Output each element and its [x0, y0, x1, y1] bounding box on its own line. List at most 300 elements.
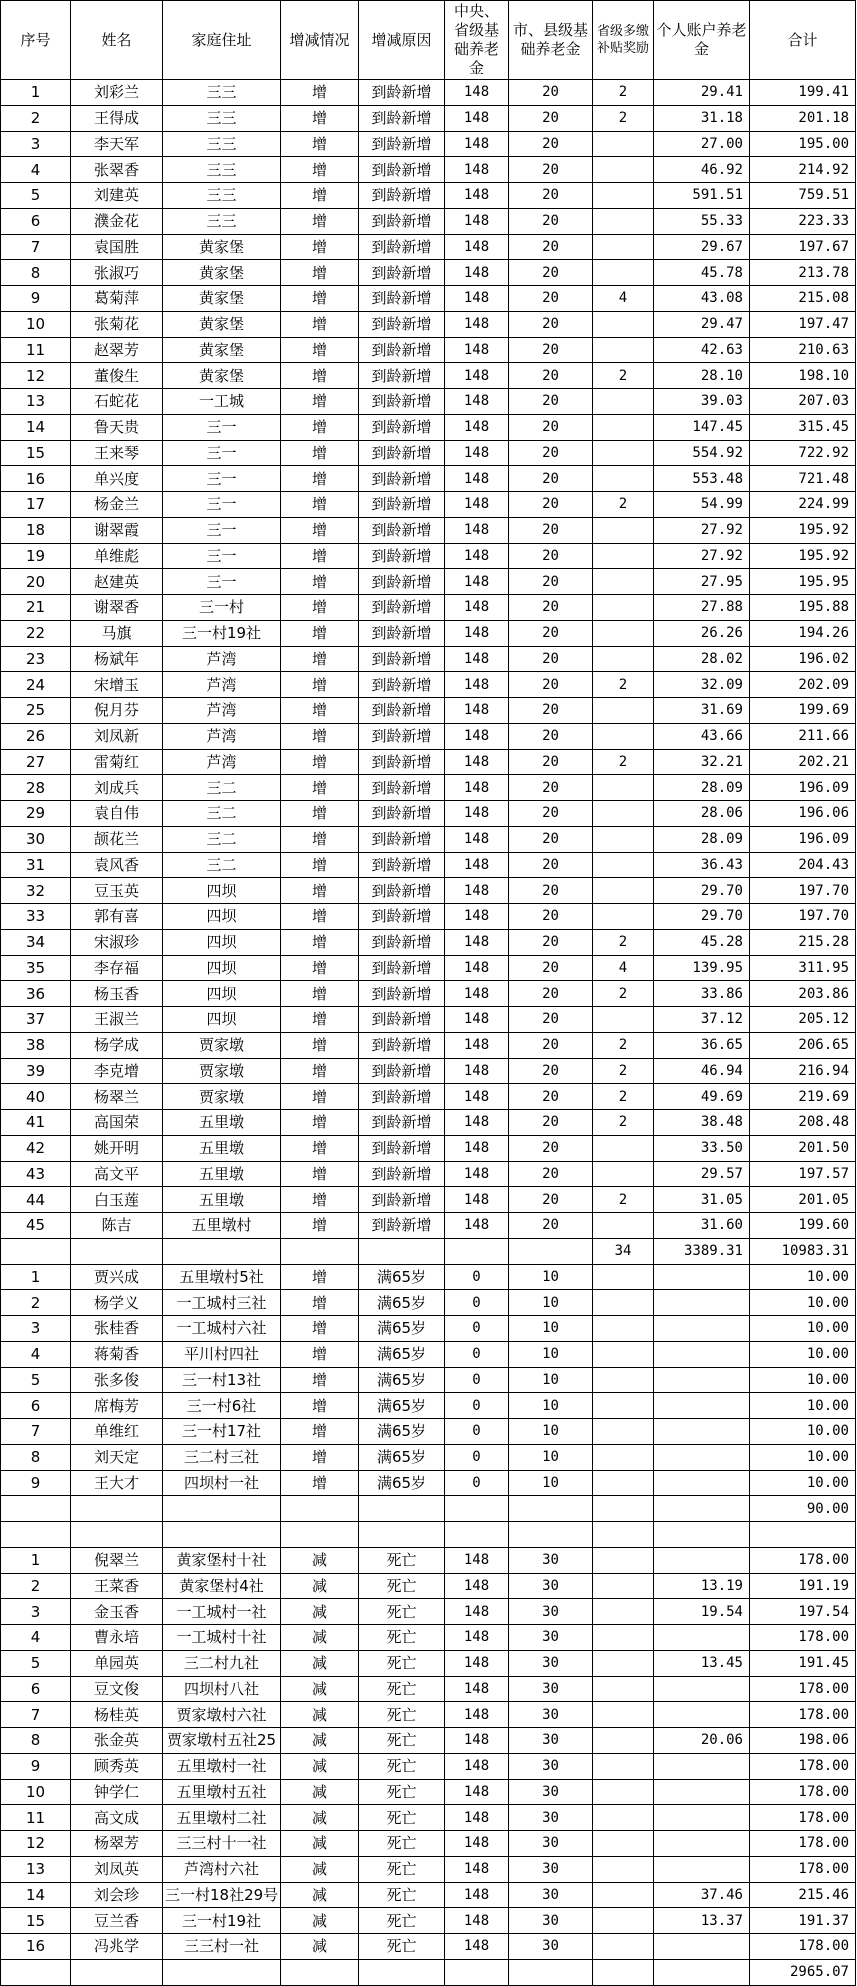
total-cell: 197.67: [750, 234, 856, 260]
seq-cell: 17: [1, 492, 71, 518]
table-row: [1, 929, 856, 955]
change-type-cell: 增: [281, 1290, 359, 1316]
table-row: [1, 1547, 856, 1573]
address-cell: 黄家堡村十社: [163, 1547, 281, 1573]
account-cell: 49.69: [654, 1084, 750, 1110]
seq-cell: 19: [1, 543, 71, 569]
address-cell: 三一村17社: [163, 1419, 281, 1445]
table-row: [1, 492, 856, 518]
table-row: [1, 852, 856, 878]
seq-cell: 26: [1, 723, 71, 749]
change-type-cell: 增: [281, 1007, 359, 1033]
address-cell: 黄家堡: [163, 260, 281, 286]
table-row: [1, 1856, 856, 1882]
change-reason-cell: 到龄新增: [359, 183, 445, 209]
total-cell: 178.00: [750, 1779, 856, 1805]
change-reason-cell: 到龄新增: [359, 981, 445, 1007]
name-cell: 金玉香: [71, 1599, 163, 1625]
address-cell: 四坝: [163, 904, 281, 930]
central-provincial-cell: 148: [445, 440, 509, 466]
bonus-cell: [593, 801, 654, 827]
change-type-cell: 增: [281, 183, 359, 209]
bonus-cell: [593, 595, 654, 621]
table-row: [1, 1135, 856, 1161]
name-cell: 刘凤新: [71, 723, 163, 749]
change-type-cell: 减: [281, 1805, 359, 1831]
account-cell: 27.92: [654, 543, 750, 569]
name-cell: 倪月芬: [71, 698, 163, 724]
seq-cell: 5: [1, 183, 71, 209]
table-row: [1, 1753, 856, 1779]
change-reason-cell: 死亡: [359, 1728, 445, 1754]
change-type-cell: 增: [281, 131, 359, 157]
section-new-age-additions: [1, 80, 856, 1239]
seq-cell: 38: [1, 1032, 71, 1058]
change-type-cell: 增: [281, 904, 359, 930]
bonus-cell: [593, 1599, 654, 1625]
bonus-cell: 2: [593, 929, 654, 955]
change-type-cell: 增: [281, 1316, 359, 1342]
change-reason-cell: 满65岁: [359, 1316, 445, 1342]
change-reason-cell: 到龄新增: [359, 595, 445, 621]
address-cell: 三二村九社: [163, 1650, 281, 1676]
change-type-cell: 增: [281, 929, 359, 955]
change-reason-cell: 到龄新增: [359, 698, 445, 724]
change-reason-cell: 到龄新增: [359, 620, 445, 646]
change-reason-cell: 死亡: [359, 1831, 445, 1857]
seq-cell: 14: [1, 414, 71, 440]
account-cell: [654, 1831, 750, 1857]
central-provincial-cell: 148: [445, 1856, 509, 1882]
address-cell: 贾家墩: [163, 1084, 281, 1110]
name-cell: 濮金花: [71, 208, 163, 234]
address-cell: 三一: [163, 543, 281, 569]
bonus-cell: [593, 1728, 654, 1754]
account-cell: 55.33: [654, 208, 750, 234]
name-cell: 刘凤英: [71, 1856, 163, 1882]
account-cell: [654, 1367, 750, 1393]
change-reason-cell: 到龄新增: [359, 414, 445, 440]
address-cell: 三三: [163, 80, 281, 106]
total-cell: 195.92: [750, 517, 856, 543]
change-type-cell: 增: [281, 852, 359, 878]
address-cell: 四坝: [163, 929, 281, 955]
change-reason-cell: 满65岁: [359, 1393, 445, 1419]
address-cell: 五里墩: [163, 1161, 281, 1187]
city-county-cell: 20: [509, 260, 593, 286]
change-reason-cell: 到龄新增: [359, 749, 445, 775]
central-provincial-cell: 148: [445, 878, 509, 904]
account-cell: 29.41: [654, 80, 750, 106]
total-cell: 10.00: [750, 1393, 856, 1419]
table-row: [1, 1908, 856, 1934]
account-cell: 54.99: [654, 492, 750, 518]
seq-cell: 7: [1, 234, 71, 260]
change-reason-cell: 到龄新增: [359, 1084, 445, 1110]
total-cell: 178.00: [750, 1805, 856, 1831]
city-county-cell: 30: [509, 1779, 593, 1805]
table-row: [1, 749, 856, 775]
address-cell: 三一: [163, 414, 281, 440]
bonus-cell: [593, 878, 654, 904]
central-provincial-cell: 148: [445, 183, 509, 209]
address-cell: 一工城: [163, 389, 281, 415]
total-cell: 191.37: [750, 1908, 856, 1934]
city-county-cell: 10: [509, 1316, 593, 1342]
central-provincial-cell: 148: [445, 1650, 509, 1676]
account-cell: 31.60: [654, 1213, 750, 1239]
address-cell: 芦湾: [163, 646, 281, 672]
central-provincial-cell: 148: [445, 723, 509, 749]
central-provincial-cell: 148: [445, 414, 509, 440]
change-reason-cell: 到龄新增: [359, 260, 445, 286]
change-reason-cell: 到龄新增: [359, 955, 445, 981]
change-type-cell: 增: [281, 1444, 359, 1470]
central-provincial-cell: 148: [445, 1032, 509, 1058]
central-provincial-cell: 148: [445, 904, 509, 930]
header-cell: 合计: [750, 1, 856, 80]
table-row: [1, 1213, 856, 1239]
change-reason-cell: 到龄新增: [359, 286, 445, 312]
name-cell: 张菊花: [71, 311, 163, 337]
address-cell: 三三: [163, 183, 281, 209]
total-cell: 311.95: [750, 955, 856, 981]
seq-cell: 9: [1, 286, 71, 312]
address-cell: 芦湾村六社: [163, 1856, 281, 1882]
change-reason-cell: 死亡: [359, 1805, 445, 1831]
central-provincial-cell: 148: [445, 1110, 509, 1136]
name-cell: 王得成: [71, 105, 163, 131]
change-reason-cell: 到龄新增: [359, 337, 445, 363]
total-cell: 178.00: [750, 1625, 856, 1651]
table-row: [1, 1161, 856, 1187]
account-cell: 554.92: [654, 440, 750, 466]
change-reason-cell: 满65岁: [359, 1290, 445, 1316]
account-cell: [654, 1290, 750, 1316]
name-cell: 王菜香: [71, 1573, 163, 1599]
total-cell: 204.43: [750, 852, 856, 878]
subtotal-account: 3389.31: [654, 1238, 750, 1264]
table-row: [1, 801, 856, 827]
bonus-cell: [593, 826, 654, 852]
seq-cell: 7: [1, 1419, 71, 1445]
bonus-cell: [593, 1779, 654, 1805]
name-cell: 雷菊红: [71, 749, 163, 775]
account-cell: 139.95: [654, 955, 750, 981]
subtotal-row: [1, 1238, 856, 1264]
change-type-cell: 增: [281, 337, 359, 363]
total-cell: 211.66: [750, 723, 856, 749]
bonus-cell: [593, 1625, 654, 1651]
change-reason-cell: 到龄新增: [359, 1187, 445, 1213]
account-cell: 36.43: [654, 852, 750, 878]
table-row: [1, 286, 856, 312]
seq-cell: 37: [1, 1007, 71, 1033]
change-type-cell: 增: [281, 1032, 359, 1058]
address-cell: 四坝: [163, 981, 281, 1007]
change-reason-cell: 到龄新增: [359, 929, 445, 955]
change-reason-cell: 到龄新增: [359, 131, 445, 157]
central-provincial-cell: 148: [445, 852, 509, 878]
bonus-cell: [593, 1290, 654, 1316]
central-provincial-cell: 148: [445, 1599, 509, 1625]
address-cell: 黄家堡: [163, 311, 281, 337]
account-cell: [654, 1444, 750, 1470]
city-county-cell: 20: [509, 569, 593, 595]
change-reason-cell: 到龄新增: [359, 440, 445, 466]
account-cell: 37.12: [654, 1007, 750, 1033]
change-reason-cell: 死亡: [359, 1599, 445, 1625]
account-cell: 33.86: [654, 981, 750, 1007]
total-cell: 195.00: [750, 131, 856, 157]
address-cell: 五里墩村: [163, 1213, 281, 1239]
table-row: [1, 543, 856, 569]
bonus-cell: [593, 1007, 654, 1033]
central-provincial-cell: 148: [445, 1547, 509, 1573]
table-row: [1, 517, 856, 543]
seq-cell: 13: [1, 1856, 71, 1882]
change-type-cell: 减: [281, 1650, 359, 1676]
name-cell: 张翠香: [71, 157, 163, 183]
account-cell: [654, 1856, 750, 1882]
total-cell: 10.00: [750, 1290, 856, 1316]
account-cell: 28.09: [654, 775, 750, 801]
table-row: [1, 1650, 856, 1676]
seq-cell: 24: [1, 672, 71, 698]
account-cell: 13.45: [654, 1650, 750, 1676]
city-county-cell: 20: [509, 672, 593, 698]
name-cell: 高文平: [71, 1161, 163, 1187]
city-county-cell: 20: [509, 414, 593, 440]
table-row: [1, 1702, 856, 1728]
account-cell: 27.95: [654, 569, 750, 595]
total-cell: 202.21: [750, 749, 856, 775]
bonus-cell: [593, 1805, 654, 1831]
central-provincial-cell: 148: [445, 131, 509, 157]
seq-cell: 23: [1, 646, 71, 672]
city-county-cell: 20: [509, 1213, 593, 1239]
total-cell: 214.92: [750, 157, 856, 183]
account-cell: [654, 1753, 750, 1779]
city-county-cell: 20: [509, 775, 593, 801]
city-county-cell: 20: [509, 1110, 593, 1136]
total-cell: 10.00: [750, 1444, 856, 1470]
account-cell: 45.28: [654, 929, 750, 955]
table-row: [1, 1676, 856, 1702]
subtotal-bonus: 34: [593, 1238, 654, 1264]
address-cell: 四坝村八社: [163, 1676, 281, 1702]
change-type-cell: 增: [281, 1135, 359, 1161]
change-reason-cell: 到龄新增: [359, 1058, 445, 1084]
account-cell: 29.70: [654, 878, 750, 904]
name-cell: 马旗: [71, 620, 163, 646]
table-row: [1, 157, 856, 183]
city-county-cell: 20: [509, 955, 593, 981]
change-type-cell: 增: [281, 208, 359, 234]
seq-cell: 1: [1, 80, 71, 106]
seq-cell: 6: [1, 1393, 71, 1419]
name-cell: 李克增: [71, 1058, 163, 1084]
address-cell: 五里墩村二社: [163, 1805, 281, 1831]
seq-cell: 35: [1, 955, 71, 981]
account-cell: 42.63: [654, 337, 750, 363]
central-provincial-cell: 0: [445, 1341, 509, 1367]
change-type-cell: 增: [281, 492, 359, 518]
table-row: [1, 1007, 856, 1033]
city-county-cell: 30: [509, 1573, 593, 1599]
change-reason-cell: 死亡: [359, 1702, 445, 1728]
name-cell: 钟学仁: [71, 1779, 163, 1805]
central-provincial-cell: 148: [445, 105, 509, 131]
table-row: [1, 1264, 856, 1290]
name-cell: 杨翠芳: [71, 1831, 163, 1857]
table-row: [1, 131, 856, 157]
central-provincial-cell: 148: [445, 80, 509, 106]
city-county-cell: 20: [509, 1084, 593, 1110]
change-type-cell: 增: [281, 157, 359, 183]
table-row: [1, 183, 856, 209]
city-county-cell: 20: [509, 826, 593, 852]
name-cell: 刘成兵: [71, 775, 163, 801]
change-type-cell: 减: [281, 1753, 359, 1779]
total-cell: 721.48: [750, 466, 856, 492]
bonus-cell: 2: [593, 1032, 654, 1058]
address-cell: 三三: [163, 157, 281, 183]
bonus-cell: [593, 1213, 654, 1239]
change-reason-cell: 到龄新增: [359, 1161, 445, 1187]
subtotal-total: 2965.07: [750, 1959, 856, 1985]
change-reason-cell: 满65岁: [359, 1264, 445, 1290]
header-cell: 个人账户养老金: [654, 1, 750, 80]
bonus-cell: [593, 157, 654, 183]
central-provincial-cell: 148: [445, 208, 509, 234]
seq-cell: 6: [1, 208, 71, 234]
bonus-cell: [593, 1753, 654, 1779]
change-reason-cell: 到龄新增: [359, 492, 445, 518]
table-row: [1, 1805, 856, 1831]
change-type-cell: 增: [281, 389, 359, 415]
address-cell: 四坝: [163, 1007, 281, 1033]
account-cell: 147.45: [654, 414, 750, 440]
central-provincial-cell: 148: [445, 1728, 509, 1754]
city-county-cell: 30: [509, 1547, 593, 1573]
seq-cell: 39: [1, 1058, 71, 1084]
bonus-cell: [593, 620, 654, 646]
bonus-cell: [593, 1676, 654, 1702]
seq-cell: 8: [1, 260, 71, 286]
seq-cell: 43: [1, 1161, 71, 1187]
table-row: [1, 775, 856, 801]
bonus-cell: [593, 260, 654, 286]
seq-cell: 28: [1, 775, 71, 801]
bonus-cell: [593, 1316, 654, 1342]
change-reason-cell: 到龄新增: [359, 775, 445, 801]
table-row: [1, 389, 856, 415]
address-cell: 四坝: [163, 955, 281, 981]
address-cell: 五里墩: [163, 1135, 281, 1161]
change-reason-cell: 满65岁: [359, 1470, 445, 1496]
bonus-cell: [593, 131, 654, 157]
change-type-cell: 增: [281, 466, 359, 492]
table-row: [1, 337, 856, 363]
table-row: [1, 981, 856, 1007]
account-cell: 32.09: [654, 672, 750, 698]
total-cell: 191.19: [750, 1573, 856, 1599]
seq-cell: 14: [1, 1882, 71, 1908]
name-cell: 鲁天贵: [71, 414, 163, 440]
table-row: [1, 208, 856, 234]
account-cell: 32.21: [654, 749, 750, 775]
total-cell: 199.69: [750, 698, 856, 724]
seq-cell: 6: [1, 1676, 71, 1702]
table-row: [1, 1290, 856, 1316]
bonus-cell: [593, 466, 654, 492]
city-county-cell: 30: [509, 1805, 593, 1831]
address-cell: 三一: [163, 517, 281, 543]
account-cell: 13.37: [654, 1908, 750, 1934]
seq-cell: 3: [1, 131, 71, 157]
change-type-cell: 减: [281, 1831, 359, 1857]
table-row: [1, 1779, 856, 1805]
central-provincial-cell: 148: [445, 1573, 509, 1599]
change-type-cell: 减: [281, 1908, 359, 1934]
address-cell: 三三村十一社: [163, 1831, 281, 1857]
name-cell: 宋增玉: [71, 672, 163, 698]
seq-cell: 20: [1, 569, 71, 595]
account-cell: 46.92: [654, 157, 750, 183]
bonus-cell: [593, 1934, 654, 1960]
name-cell: 倪翠兰: [71, 1547, 163, 1573]
account-cell: 20.06: [654, 1728, 750, 1754]
city-county-cell: 20: [509, 363, 593, 389]
seq-cell: 2: [1, 1573, 71, 1599]
header-cell: 增减情况: [281, 1, 359, 80]
address-cell: 三一村19社: [163, 1908, 281, 1934]
account-cell: 27.88: [654, 595, 750, 621]
city-county-cell: 20: [509, 208, 593, 234]
account-cell: 27.00: [654, 131, 750, 157]
central-provincial-cell: 0: [445, 1470, 509, 1496]
change-type-cell: 增: [281, 517, 359, 543]
address-cell: 黄家堡: [163, 337, 281, 363]
change-reason-cell: 到龄新增: [359, 363, 445, 389]
bonus-cell: 4: [593, 286, 654, 312]
change-type-cell: 减: [281, 1573, 359, 1599]
subtotal-total: 10983.31: [750, 1238, 856, 1264]
city-county-cell: 20: [509, 878, 593, 904]
account-cell: 28.10: [654, 363, 750, 389]
total-cell: 10.00: [750, 1316, 856, 1342]
table-row: [1, 1393, 856, 1419]
name-cell: 董俊生: [71, 363, 163, 389]
name-cell: 刘建英: [71, 183, 163, 209]
total-cell: 178.00: [750, 1831, 856, 1857]
total-cell: 178.00: [750, 1753, 856, 1779]
address-cell: 黄家堡: [163, 286, 281, 312]
change-type-cell: 增: [281, 440, 359, 466]
city-county-cell: 10: [509, 1393, 593, 1419]
account-cell: 29.57: [654, 1161, 750, 1187]
name-cell: 杨玉香: [71, 981, 163, 1007]
table-row: [1, 1934, 856, 1960]
total-cell: 196.06: [750, 801, 856, 827]
city-county-cell: 20: [509, 543, 593, 569]
account-cell: 31.69: [654, 698, 750, 724]
city-county-cell: 20: [509, 749, 593, 775]
total-cell: 759.51: [750, 183, 856, 209]
table-row: [1, 1599, 856, 1625]
change-type-cell: 增: [281, 749, 359, 775]
